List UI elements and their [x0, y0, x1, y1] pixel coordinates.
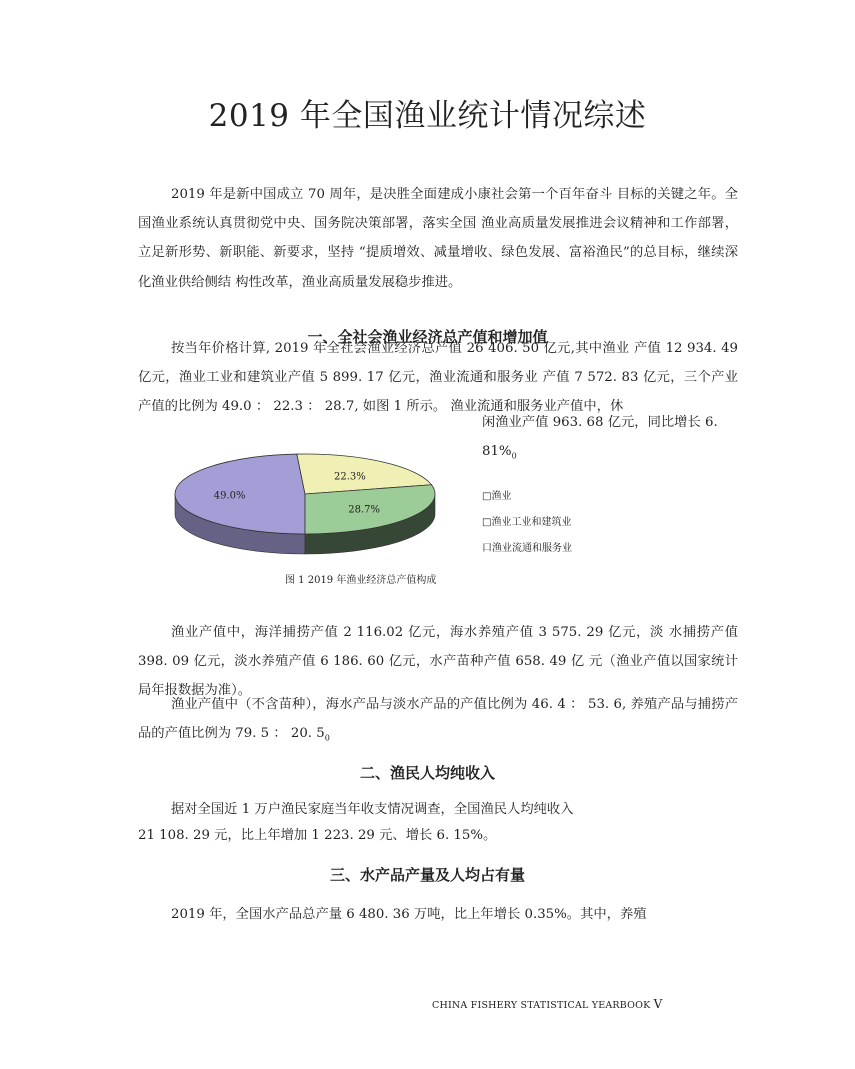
legend-label-1: □渔业: [482, 491, 512, 502]
paragraph-2: 渔业产值中，海洋捕捞产值 2 116.02 亿元，海水养殖产值 3 575. 29 亿元，淡 水捕捞产值 398. 09 亿元，淡水养殖产值 6 186. 60 亿元，水产苗种产值 658. 49 亿 元（渔业产值以国家统计局年报数据为准）。: [138, 625, 738, 699]
footer-text: CHINA FISHERY STATISTICAL YEARBOOK: [432, 1000, 651, 1011]
legend-label-2: □渔业工业和建筑业: [482, 517, 572, 528]
section3-heading: 三、水产品产量及人均占有量: [329, 866, 525, 884]
paragraph-3: [138, 690, 738, 753]
side-text: [482, 408, 740, 471]
pie-label-3: 28.7%: [348, 504, 381, 516]
section1-text: 按当年价格计算, 2019 年全社会渔业经济总产值 26 406. 50 亿元,其中渔业 产值 12 934. 49 亿元，渔业工业和建筑业产值 5 899. 17 亿元，渔业流通和服务业 产值 7 572. 83 亿元，三个产业产值的比例为 49.0 ： 22.3 ： 28.7, 如图 1 所示。 渔业流通和服务业产值中，休: [138, 341, 738, 415]
footer-page-number: V: [653, 997, 663, 1011]
paragraph-3-sub: 0: [324, 733, 330, 743]
section3-paragraph: 2019 年，全国水产品总产量 6 480. 36 万吨，比上年增长 0.35%。其中，养殖: [171, 907, 647, 922]
section2-line2: 21 108. 29 元，比上年增加 1 223. 29 元、增长 6. 15%。: [138, 828, 497, 843]
section2-line1: 据对全国近 1 万户渔民家庭当年收支情况调查，全国渔民人均纯收入: [171, 802, 574, 817]
chart-caption: 图 1 2019 年渔业经济总产值构成: [285, 575, 437, 586]
pie-chart-svg: [172, 452, 447, 557]
intro-paragraph: 2019 年是新中国成立 70 周年，是决胜全面建成小康社会第一个百年奋斗 目标的关键之年。全国渔业系统认真贯彻党中央、国务院决策部署，落实全国 渔业高质量发展推进会议精神和工作部署，立足新形势、新职能、新要求，坚持 “提质增效、减量增收、绿色发展、富裕渔民”的总目标，继续深化渔业供给侧结 构性改革，渔业高质量发展稳步推进。: [138, 187, 738, 290]
legend-item-1: [482, 490, 572, 504]
legend-item-3: [482, 542, 572, 556]
legend-item-2: [482, 516, 572, 530]
pie-label-2: 22.3%: [334, 471, 366, 483]
paragraph-3-body: 渔业产值中（不含苗种），海水产品与淡水产品的产值比例为 46. 4 ： 53. 6, 养殖产品与捕捞产品的产值比例为 79. 5 ： 20. 5: [138, 697, 738, 742]
section1-heading: 一、全社会渔业经济总产值和增加值: [307, 328, 548, 346]
page-title: 2019 年全国渔业统计情况综述: [208, 98, 647, 134]
pie-chart: [172, 452, 447, 561]
section2-heading: 二、渔民人均纯收入: [359, 764, 495, 782]
chart-legend: [482, 490, 572, 568]
legend-label-3: 口渔业流通和服务业: [482, 543, 572, 554]
side-text-sub: 0: [511, 451, 517, 461]
footer: [432, 997, 663, 1011]
pie-label-1: 49.0%: [213, 490, 246, 502]
side-text-body: 闲渔业产值 963. 68 亿元，同比增长 6. 81%: [482, 415, 718, 460]
